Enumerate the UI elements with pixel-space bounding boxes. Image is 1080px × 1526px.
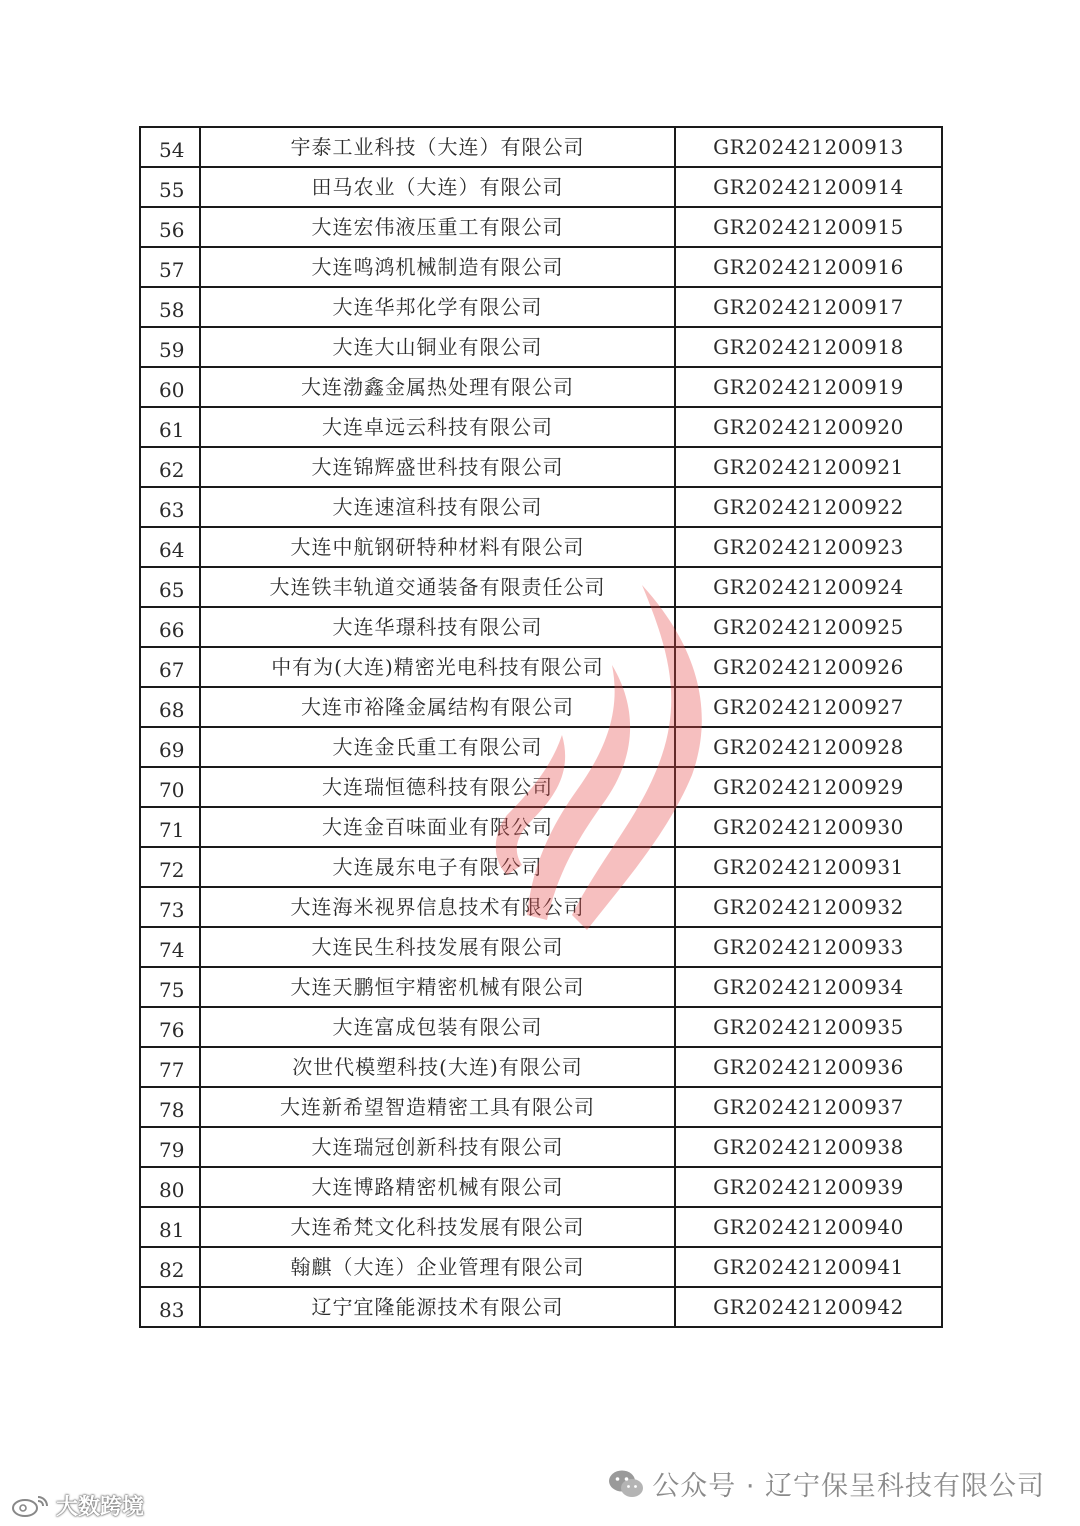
company-name: 大连天鹏恒宇精密机械有限公司 [200, 967, 675, 1007]
table-row [140, 367, 942, 407]
table-row [140, 927, 942, 967]
company-name: 大连铁丰轨道交通装备有限责任公司 [200, 567, 675, 607]
company-name: 宇泰工业科技（大连）有限公司 [200, 127, 675, 167]
company-name: 大连博路精密机械有限公司 [200, 1167, 675, 1207]
certificate-number: GR202421200930 [675, 807, 942, 847]
row-number: 57 [140, 247, 200, 287]
table-row [140, 327, 942, 367]
row-number: 72 [140, 847, 200, 887]
company-name: 大连富成包装有限公司 [200, 1007, 675, 1047]
row-number: 56 [140, 207, 200, 247]
company-name: 大连中航钢研特种材料有限公司 [200, 527, 675, 567]
company-name: 辽宁宜隆能源技术有限公司 [200, 1287, 675, 1327]
company-name: 大连瑞恒德科技有限公司 [200, 767, 675, 807]
row-number: 82 [140, 1247, 200, 1287]
certificate-number: GR202421200914 [675, 167, 942, 207]
row-number: 65 [140, 567, 200, 607]
table-row [140, 567, 942, 607]
table-row [140, 407, 942, 447]
row-number: 67 [140, 647, 200, 687]
row-number: 55 [140, 167, 200, 207]
company-name: 大连新希望智造精密工具有限公司 [200, 1087, 675, 1127]
table-row [140, 247, 942, 287]
certificate-number: GR202421200927 [675, 687, 942, 727]
table-row [140, 127, 942, 167]
company-name: 大连锦辉盛世科技有限公司 [200, 447, 675, 487]
certificate-number: GR202421200928 [675, 727, 942, 767]
table-row [140, 727, 942, 767]
row-number: 71 [140, 807, 200, 847]
table-row [140, 167, 942, 207]
table-row [140, 687, 942, 727]
certificate-number: GR202421200915 [675, 207, 942, 247]
table-row [140, 207, 942, 247]
company-name: 翰麒（大连）企业管理有限公司 [200, 1247, 675, 1287]
table-row [140, 527, 942, 567]
certificate-number: GR202421200933 [675, 927, 942, 967]
certificate-number: GR202421200934 [675, 967, 942, 1007]
corner-watermark [10, 1490, 144, 1521]
company-name: 大连速渲科技有限公司 [200, 487, 675, 527]
certificate-number: GR202421200919 [675, 367, 942, 407]
row-number: 60 [140, 367, 200, 407]
certificate-number: GR202421200940 [675, 1207, 942, 1247]
row-number: 73 [140, 887, 200, 927]
certificate-number: GR202421200929 [675, 767, 942, 807]
row-number: 70 [140, 767, 200, 807]
company-name: 大连鸣鸿机械制造有限公司 [200, 247, 675, 287]
certificate-number: GR202421200924 [675, 567, 942, 607]
row-number: 54 [140, 127, 200, 167]
row-number: 83 [140, 1287, 200, 1327]
certificate-number: GR202421200942 [675, 1287, 942, 1327]
certificate-number: GR202421200918 [675, 327, 942, 367]
company-name: 大连晟东电子有限公司 [200, 847, 675, 887]
company-name: 大连大山铜业有限公司 [200, 327, 675, 367]
row-number: 80 [140, 1167, 200, 1207]
table-row [140, 607, 942, 647]
row-number: 68 [140, 687, 200, 727]
table-row [140, 487, 942, 527]
certificate-number: GR202421200938 [675, 1127, 942, 1167]
row-number: 76 [140, 1007, 200, 1047]
company-name: 大连金氏重工有限公司 [200, 727, 675, 767]
table-row [140, 1007, 942, 1047]
certificate-number: GR202421200936 [675, 1047, 942, 1087]
company-table [139, 126, 943, 1328]
corner-watermark-text: 大数跨境 [56, 1495, 145, 1520]
certificate-number: GR202421200932 [675, 887, 942, 927]
row-number: 66 [140, 607, 200, 647]
company-name: 大连华璟科技有限公司 [200, 607, 675, 647]
table-row [140, 967, 942, 1007]
table-row [140, 1167, 942, 1207]
row-number: 81 [140, 1207, 200, 1247]
row-number: 69 [140, 727, 200, 767]
certificate-number: GR202421200939 [675, 1167, 942, 1207]
row-number: 59 [140, 327, 200, 367]
table-row [140, 1247, 942, 1287]
certificate-number: GR202421200921 [675, 447, 942, 487]
company-table-body [140, 127, 942, 1327]
table-row [140, 767, 942, 807]
table-row [140, 287, 942, 327]
table-row [140, 807, 942, 847]
certificate-number: GR202421200931 [675, 847, 942, 887]
company-name: 大连金百味面业有限公司 [200, 807, 675, 847]
certificate-number: GR202421200920 [675, 407, 942, 447]
row-number: 62 [140, 447, 200, 487]
company-name: 大连宏伟液压重工有限公司 [200, 207, 675, 247]
certificate-number: GR202421200941 [675, 1247, 942, 1287]
certificate-number: GR202421200917 [675, 287, 942, 327]
row-number: 61 [140, 407, 200, 447]
company-name: 大连华邦化学有限公司 [200, 287, 675, 327]
row-number: 78 [140, 1087, 200, 1127]
company-name: 中有为(大连)精密光电科技有限公司 [200, 647, 675, 687]
row-number: 77 [140, 1047, 200, 1087]
table-row [140, 1287, 942, 1327]
company-name: 大连民生科技发展有限公司 [200, 927, 675, 967]
footer-watermark-text: 公众号 · 辽宁保呈科技有限公司 [652, 1471, 1045, 1502]
table-row [140, 647, 942, 687]
certificate-number: GR202421200913 [675, 127, 942, 167]
wechat-icon [608, 1469, 644, 1499]
table-row [140, 847, 942, 887]
company-name: 大连卓远云科技有限公司 [200, 407, 675, 447]
table-row [140, 447, 942, 487]
certificate-number: GR202421200935 [675, 1007, 942, 1047]
table-row [140, 1087, 942, 1127]
row-number: 75 [140, 967, 200, 1007]
table-row [140, 1047, 942, 1087]
company-name: 大连市裕隆金属结构有限公司 [200, 687, 675, 727]
company-name: 田马农业（大连）有限公司 [200, 167, 675, 207]
row-number: 79 [140, 1127, 200, 1167]
table-row [140, 1207, 942, 1247]
row-number: 74 [140, 927, 200, 967]
company-name: 次世代模塑科技(大连)有限公司 [200, 1047, 675, 1087]
certificate-number: GR202421200937 [675, 1087, 942, 1127]
certificate-number: GR202421200923 [675, 527, 942, 567]
company-name: 大连渤鑫金属热处理有限公司 [200, 367, 675, 407]
footer-watermark [608, 1464, 1045, 1503]
certificate-number: GR202421200922 [675, 487, 942, 527]
company-name: 大连瑞冠创新科技有限公司 [200, 1127, 675, 1167]
row-number: 63 [140, 487, 200, 527]
company-name: 大连希梵文化科技发展有限公司 [200, 1207, 675, 1247]
certificate-number: GR202421200926 [675, 647, 942, 687]
row-number: 58 [140, 287, 200, 327]
weibo-icon [10, 1493, 50, 1519]
row-number: 64 [140, 527, 200, 567]
table-row [140, 1127, 942, 1167]
certificate-number: GR202421200925 [675, 607, 942, 647]
company-name: 大连海米视界信息技术有限公司 [200, 887, 675, 927]
certificate-number: GR202421200916 [675, 247, 942, 287]
table-row [140, 887, 942, 927]
